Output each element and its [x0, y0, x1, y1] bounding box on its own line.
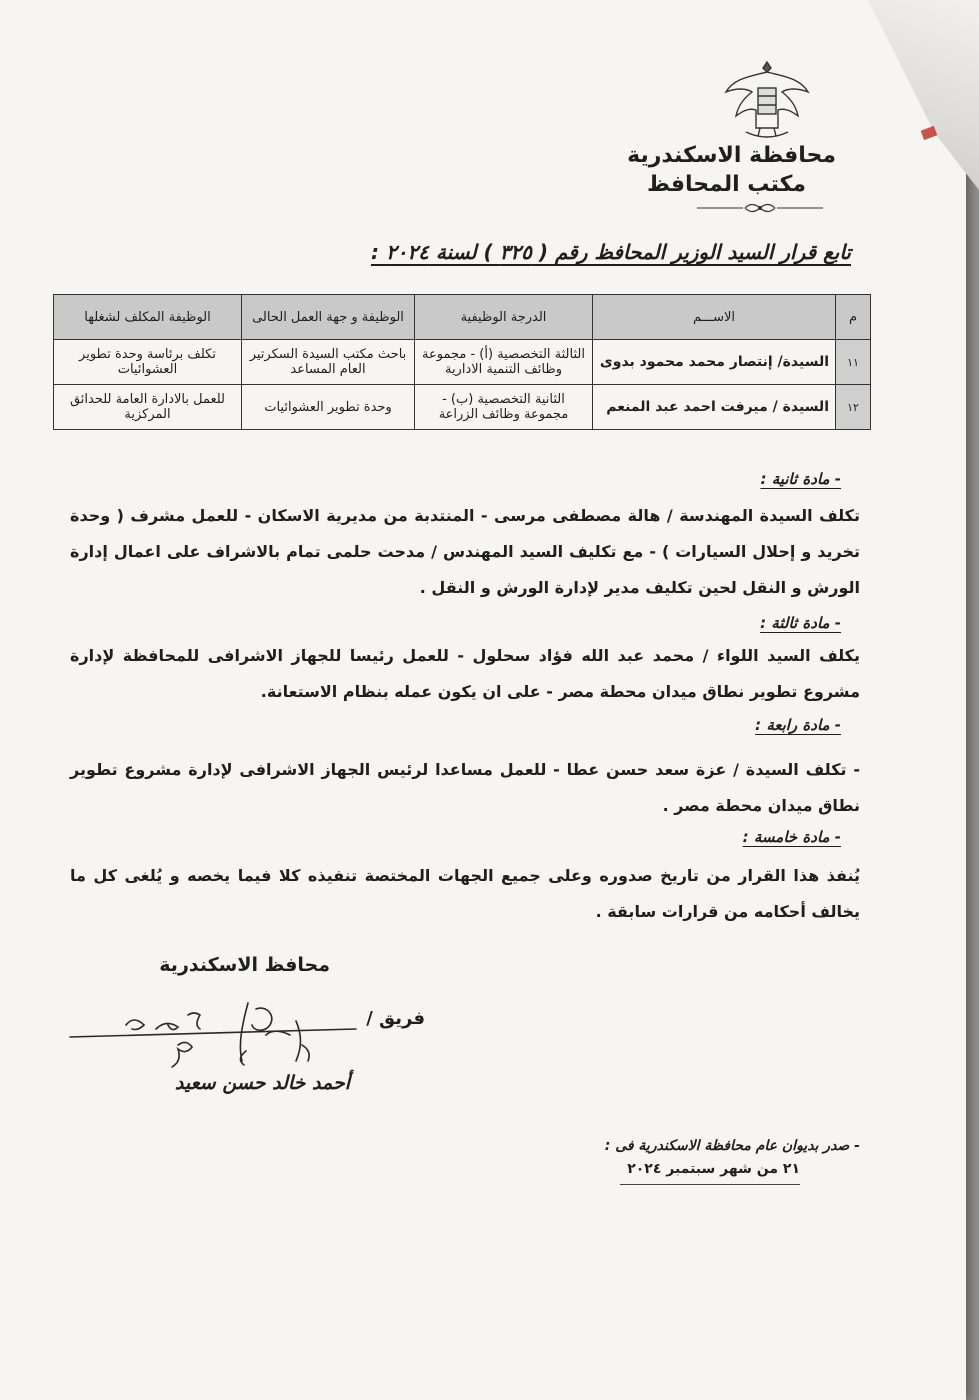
row-num: ١١: [836, 340, 871, 385]
signatory-rank: فريق /: [366, 1008, 425, 1029]
ornament-divider-icon: [695, 200, 825, 214]
article-fourth-heading: - مادة رابعة :: [755, 716, 841, 734]
header-current-job: الوظيفة و جهة العمل الحالى: [242, 295, 415, 340]
signatory-name: أحمد خالد حسن سعيد: [174, 1072, 350, 1094]
signatory-title: محافظ الاسكندرية: [159, 954, 330, 976]
header-grade: الدرجة الوظيفية: [415, 295, 593, 340]
decree-title: تابع قرار السيد الوزير المحافظ رقم ( ٣٢٥ ) لسنة ٢٠٢٤ :: [370, 240, 851, 264]
row-name: السيدة / ميرفت احمد عبد المنعم: [593, 385, 836, 430]
row-grade: الثالثة التخصصية (أ) - مجموعة وظائف التنمية الادارية: [415, 340, 593, 385]
article-fifth-heading: - مادة خامسة :: [742, 828, 841, 846]
row-grade: الثانية التخصصية (ب) - مجموعة وظائف الزراعة: [415, 385, 593, 430]
red-mark: [921, 126, 938, 140]
row-current-job: وحدة تطوير العشوائيات: [242, 385, 415, 430]
issue-place: - صدر بديوان عام محافظة الاسكندرية فى :: [604, 1138, 860, 1154]
handwritten-signature-icon: [66, 995, 366, 1075]
row-assigned-job: للعمل بالادارة العامة للحدائق المركزية: [54, 385, 242, 430]
row-num: ١٢: [836, 385, 871, 430]
row-assigned-job: تكلف برئاسة وحدة تطوير العشوائيات: [54, 340, 242, 385]
article-fifth-text: يُنفذ هذا القرار من تاريخ صدوره وعلى جميع الجهات المختصة تنفيذه كلا فيما يخصه و يُلغى كل ما يخالف أحكامه من قرارات سابقة .: [70, 866, 860, 921]
header-name: الاســـم: [593, 295, 836, 340]
article-fourth-text: - تكلف السيدة / عزة سعد حسن عطا - للعمل مساعدا لرئيس الجهاز الاشرافى لإدارة مشروع تطوير نطاق ميدان محطة مصر .: [70, 760, 860, 815]
table-row: [54, 385, 871, 430]
article-second-heading: - مادة ثانية :: [760, 470, 841, 488]
office-name: مكتب المحافظ: [647, 172, 806, 197]
header-assigned-job: الوظيفة المكلف لشغلها: [54, 295, 242, 340]
assignments-table: [53, 294, 871, 430]
issue-underline: [620, 1184, 800, 1185]
table-header-row: [54, 295, 871, 340]
article-third-heading: - مادة ثالثة :: [760, 614, 841, 632]
page-corner-shadow: [868, 0, 979, 190]
issue-date: ٢١ من شهر سبتمبر ٢٠٢٤: [627, 1161, 800, 1177]
article-third-text: يكلف السيد اللواء / محمد عبد الله فؤاد سحلول - للعمل رئيسا للجهاز الاشرافى للمحافظة لإدارة مشروع تطوير نطاق ميدان محطة مصر - على ان يكون عمله بنظام الاستعانة.: [70, 646, 860, 701]
row-current-job: باحث مكتب السيدة السكرتير العام المساعد: [242, 340, 415, 385]
article-second-text: تكلف السيدة المهندسة / هالة مصطفى مرسى - المنتدبة من مديرية الاسكان - للعمل مشرف ( وحدة تخريد و إحلال السيارات ) - مع تكليف السيد المهندس / مدحت حلمى تمام بالاشراف على اعمال إدارة الورش و النقل لحين تكليف مدير لإدارة الورش و النقل .: [70, 506, 860, 597]
header-num: م: [836, 295, 871, 340]
governorate-name: محافظة الاسكندرية: [627, 143, 836, 168]
eagle-emblem-icon: [722, 58, 812, 144]
row-name: السيدة/ إنتصار محمد محمود بدوى: [593, 340, 836, 385]
table-row: [54, 340, 871, 385]
